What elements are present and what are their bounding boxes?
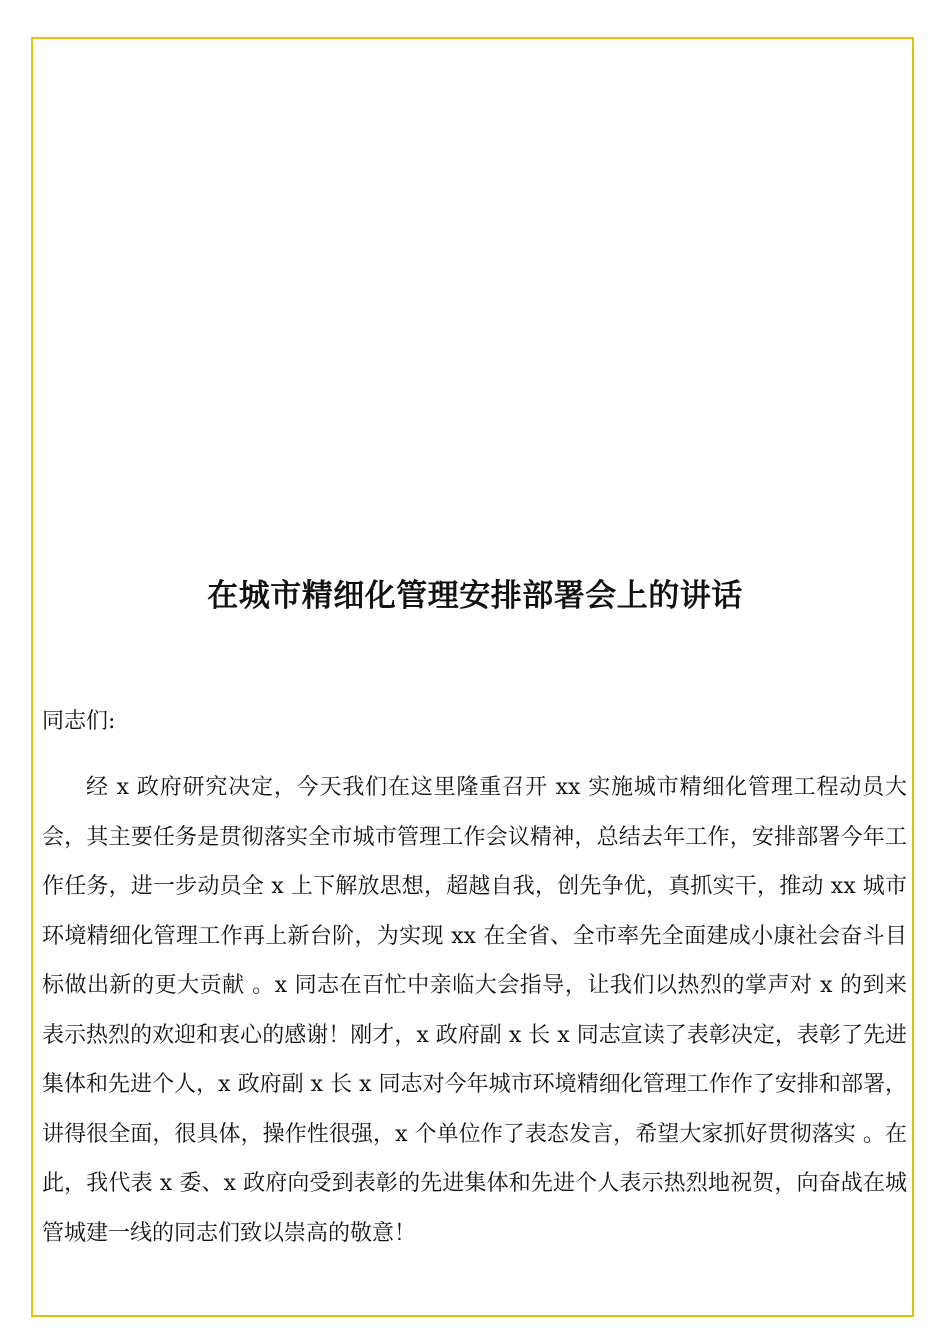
body-paragraph: 经 x 政府研究决定，今天我们在这里隆重召开 xx 实施城市精细化管理工程动员大会，其主要任务是贯彻落实全市城市管理工作会议精神，总结去年工作，安排部署今年工作任务，进一步动员全 x 上下解放思想，超越自我，创先争优，真抓实干，推动 xx 城市环境精细化管理工作再上新台阶，为实现 xx 在全省、全市率先全面建成小康社会奋斗目标做出新的更大贡献 。x 同志在百忙中亲临大会指导，让我们以热烈的掌声对 x 的到来表示热烈的欢迎和衷心的感谢！刚才，x 政府副 x 长 x 同志宣读了表彰决定，表彰了先进集体和先进个人，x 政府副 x 长 x 同志对今年城市环境精细化管理工作作了安排和部署，讲得很全面，很具体，操作性很强，x 个单位作了表态发言，希望大家抓好贯彻落实 。在此，我代表 x 委、x 政府向受到表彰的先进集体和先进个人表示热烈地祝贺，向奋战在城管城建一线的同志们致以崇高的敬意！: [42, 775, 907, 1246]
salutation: 同志们:: [42, 709, 116, 734]
document-title: 在城市精细化管理安排部署会上的讲话: [207, 578, 743, 614]
